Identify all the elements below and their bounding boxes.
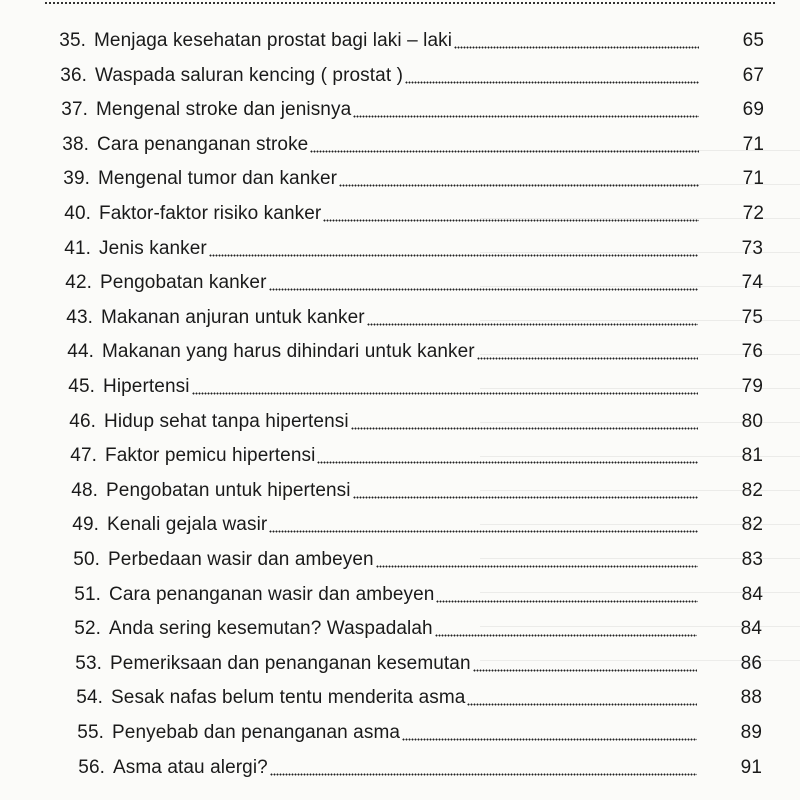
entry-number: 48.	[71, 480, 98, 501]
dot-leader	[317, 457, 698, 464]
entry-page-number: 82	[741, 514, 763, 535]
toc-entry	[48, 266, 763, 300]
dot-leader	[454, 42, 699, 49]
dot-leader	[367, 319, 698, 326]
entry-title: Sesak nafas belum tentu menderita asma	[111, 687, 466, 708]
toc-entry	[45, 128, 764, 162]
entry-title: Anda sering kesemutan? Waspadalah	[109, 618, 433, 639]
dot-leader	[351, 423, 698, 430]
dot-leader	[376, 561, 698, 568]
entry-title: Mengenal stroke dan jenisnya	[96, 99, 352, 120]
entry-title: Penyebab dan penanganan asma	[112, 722, 401, 743]
dot-leader	[270, 769, 697, 776]
toc-entry	[54, 474, 763, 508]
entry-page-number: 84	[741, 584, 763, 605]
toc-entry	[56, 543, 763, 577]
entry-title: Perbedaan wasir dan ambeyen	[108, 549, 374, 570]
toc-entry	[53, 439, 763, 473]
entry-page-number: 84	[740, 618, 762, 639]
entry-number: 47.	[70, 445, 97, 466]
dot-leader	[405, 77, 699, 84]
entry-page-number: 81	[741, 445, 763, 466]
entry-page-number: 72	[742, 203, 764, 224]
entry-page-number: 69	[742, 99, 764, 120]
entry-number: 45.	[68, 376, 95, 397]
dot-leader	[436, 596, 698, 603]
entry-page-number: 88	[740, 687, 762, 708]
entry-page-number: 75	[741, 307, 763, 328]
entry-title: Makanan yang harus dihindari untuk kanker	[102, 341, 475, 362]
entry-number: 49.	[72, 514, 99, 535]
toc-entry	[59, 681, 762, 715]
toc-entry	[60, 716, 762, 750]
entry-page-number: 82	[741, 480, 763, 501]
toc-entry	[44, 93, 764, 127]
toc-entry	[49, 301, 763, 335]
dot-leader	[435, 630, 697, 637]
top-dotted-rule	[45, 2, 775, 4]
toc-entry	[47, 197, 764, 231]
entry-title: Cara penanganan wasir dan ambeyen	[109, 584, 435, 605]
entry-number: 42.	[65, 272, 92, 293]
entry-number: 50.	[73, 549, 100, 570]
entry-title: Hidup sehat tanpa hipertensi	[104, 411, 349, 432]
entry-title: Mengenal tumor dan kanker	[98, 168, 338, 189]
toc-entry	[46, 162, 764, 196]
toc-entry	[43, 59, 764, 93]
entry-page-number: 89	[740, 722, 762, 743]
dot-leader	[269, 526, 698, 533]
entry-title: Cara penanganan stroke	[97, 134, 309, 155]
entry-title: Asma atau alergi?	[113, 757, 268, 778]
entry-page-number: 79	[741, 376, 763, 397]
entry-page-number: 76	[741, 341, 763, 362]
entry-page-number: 67	[742, 65, 764, 86]
dot-leader	[467, 699, 697, 706]
entry-title: Waspada saluran kencing ( prostat )	[95, 65, 404, 86]
entry-number: 51.	[74, 584, 101, 605]
toc-entry	[42, 24, 764, 58]
toc-entry	[51, 370, 763, 404]
entry-number: 35.	[59, 30, 86, 51]
toc-entry	[57, 578, 763, 612]
entry-title: Pemeriksaan dan penanganan kesemutan	[110, 653, 471, 674]
entry-number: 44.	[67, 341, 94, 362]
entry-page-number: 83	[741, 549, 763, 570]
toc-entry	[58, 647, 762, 681]
dot-leader	[402, 734, 697, 741]
entry-number: 39.	[63, 168, 90, 189]
toc-entry	[52, 405, 763, 439]
entry-number: 54.	[76, 687, 103, 708]
dot-leader	[323, 215, 699, 222]
entry-page-number: 86	[740, 653, 762, 674]
entry-page-number: 71	[742, 168, 764, 189]
dot-leader	[209, 250, 698, 257]
entry-number: 37.	[61, 99, 88, 120]
toc-entry	[50, 335, 763, 369]
toc-entry	[57, 612, 762, 646]
entry-number: 53.	[75, 653, 102, 674]
entry-number: 56.	[78, 757, 105, 778]
dot-leader	[192, 388, 698, 395]
entry-number: 55.	[77, 722, 104, 743]
dot-leader	[339, 180, 699, 187]
entry-title: Faktor pemicu hipertensi	[105, 445, 316, 466]
toc-entry	[61, 751, 762, 785]
entry-page-number: 80	[741, 411, 763, 432]
entry-page-number: 91	[740, 757, 762, 778]
entry-number: 36.	[60, 65, 87, 86]
entry-title: Hipertensi	[103, 376, 190, 397]
dot-leader	[310, 146, 699, 153]
dot-leader	[353, 111, 699, 118]
entry-title: Pengobatan kanker	[100, 272, 267, 293]
dot-leader	[353, 492, 698, 499]
entry-number: 40.	[64, 203, 91, 224]
entry-page-number: 74	[741, 272, 763, 293]
dot-leader	[473, 665, 697, 672]
entry-page-number: 73	[741, 238, 763, 259]
entry-number: 38.	[62, 134, 89, 155]
toc-entry	[55, 508, 763, 542]
entry-title: Faktor-faktor risiko kanker	[99, 203, 322, 224]
entry-title: Makanan anjuran untuk kanker	[101, 307, 365, 328]
entry-page-number: 65	[742, 30, 764, 51]
toc-entry	[47, 232, 763, 266]
entry-title: Menjaga kesehatan prostat bagi laki – laki	[94, 30, 453, 51]
entry-title: Kenali gejala wasir	[107, 514, 268, 535]
dot-leader	[477, 353, 698, 360]
entry-number: 52.	[74, 618, 101, 639]
entry-title: Pengobatan untuk hipertensi	[106, 480, 351, 501]
entry-number: 46.	[69, 411, 96, 432]
entry-number: 41.	[64, 238, 91, 259]
entry-title: Jenis kanker	[99, 238, 207, 259]
entry-page-number: 71	[742, 134, 764, 155]
dot-leader	[269, 284, 699, 291]
entry-number: 43.	[66, 307, 93, 328]
